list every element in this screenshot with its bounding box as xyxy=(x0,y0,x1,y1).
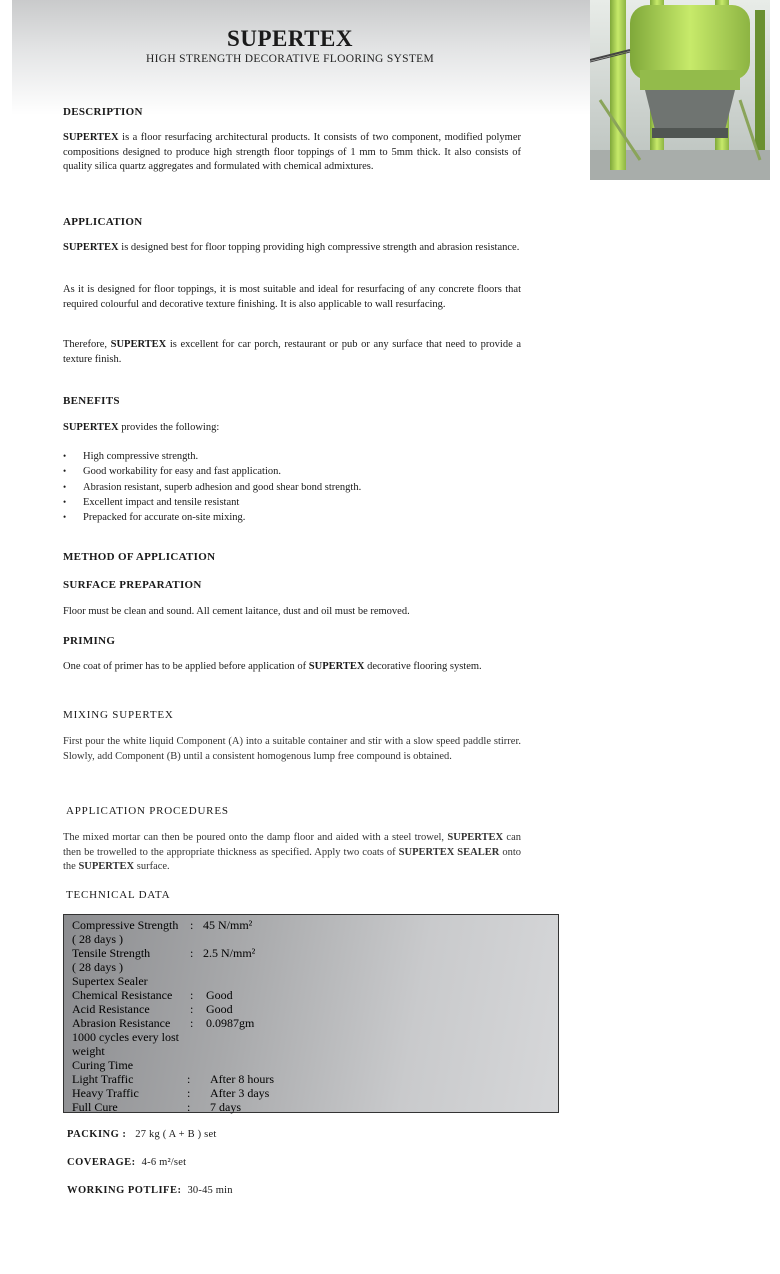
packing-value: 27 kg ( A + B ) set xyxy=(135,1129,217,1140)
table-row xyxy=(72,1044,552,1058)
table-row xyxy=(72,1086,552,1100)
table-cell-label: ( 28 days ) xyxy=(72,960,123,974)
table-cell-value: 2.5 N/mm² xyxy=(203,946,256,960)
proc-end: surface. xyxy=(134,861,170,872)
table-cell-label: 1000 cycles every lost xyxy=(72,1030,179,1044)
technical-data-table xyxy=(63,914,559,1113)
table-row xyxy=(72,1030,552,1044)
application-p1-body: is designed best for floor topping providing high compressive strength and abrasion resistance. xyxy=(118,242,520,253)
brand-name: SUPERTEX xyxy=(63,132,119,143)
benefits-heading: BENEFITS xyxy=(63,395,120,407)
table-cell-value: 45 N/mm² xyxy=(203,918,253,932)
list-item: • Abrasion resistant, superb adhesion and good shear bond strength. xyxy=(63,480,523,495)
application-paragraph-3 xyxy=(63,338,521,367)
table-row xyxy=(72,974,552,988)
table-cell-colon: : xyxy=(190,1016,194,1030)
table-cell-label: Light Traffic xyxy=(72,1072,134,1086)
benefits-intro-body: provides the following: xyxy=(118,422,220,433)
table-row xyxy=(72,1072,552,1086)
table-cell-colon: : xyxy=(187,1072,191,1086)
table-cell-colon: : xyxy=(190,946,194,960)
table-cell-label: Acid Resistance xyxy=(72,1002,150,1016)
table-cell-label: Chemical Resistance xyxy=(72,988,173,1002)
potlife-line xyxy=(67,1185,233,1196)
coverage-line xyxy=(67,1157,186,1168)
mixing-heading: MIXING SUPERTEX xyxy=(63,709,174,721)
proc-mid2: onto the xyxy=(63,846,521,872)
brand-name: SUPERTEX xyxy=(308,661,365,672)
table-row xyxy=(72,1016,552,1030)
table-cell-label: ( 28 days ) xyxy=(72,932,123,946)
table-cell-value: After 3 days xyxy=(210,1086,270,1100)
table-row xyxy=(72,1002,552,1016)
coverage-label: COVERAGE: xyxy=(67,1157,136,1168)
application-heading: APPLICATION xyxy=(63,216,143,228)
table-row xyxy=(72,1100,552,1114)
surface-preparation-text: Floor must be clean and sound. All cement laitance, dust and oil must be removed. xyxy=(63,606,410,617)
table-cell-colon: : xyxy=(187,1100,191,1114)
surface-preparation-heading: SURFACE PREPARATION xyxy=(63,579,202,591)
brand-name: SUPERTEX xyxy=(447,832,504,843)
brand-name: SUPERTEX xyxy=(63,422,119,433)
table-cell-label: Heavy Traffic xyxy=(72,1086,139,1100)
packing-label: PACKING : xyxy=(67,1129,127,1140)
application-p3-body: is excellent for car porch, restaurant or pub or any surface that need to provide a texture finish. xyxy=(63,339,521,365)
table-cell-label: Tensile Strength xyxy=(72,946,151,960)
priming-post: decorative flooring system. xyxy=(364,661,482,672)
coverage-value: 4-6 m²/set xyxy=(141,1157,187,1168)
table-cell-value: Good xyxy=(206,988,233,1002)
table-cell-label: Full Cure xyxy=(72,1100,118,1114)
table-cell-colon: : xyxy=(187,1086,191,1100)
priming-text xyxy=(63,660,521,675)
brand-name: SUPERTEX xyxy=(110,339,167,350)
proc-mid: can then be trowelled to the appropriate thickness as specified. Apply two coats of xyxy=(63,832,521,858)
table-cell-colon: : xyxy=(190,988,194,1002)
table-row xyxy=(72,988,552,1002)
table-cell-value: 0.0987gm xyxy=(206,1016,255,1030)
technical-data-heading: TECHNICAL DATA xyxy=(66,889,171,901)
description-heading: DESCRIPTION xyxy=(63,106,143,118)
table-cell-colon: : xyxy=(190,918,194,932)
list-item: • Prepacked for accurate on-site mixing. xyxy=(63,510,523,525)
table-row xyxy=(72,946,552,960)
application-procedures-heading: APPLICATION PROCEDURES xyxy=(66,805,229,817)
page-title: SUPERTEX xyxy=(227,26,353,51)
list-item: • Excellent impact and tensile resistant xyxy=(63,495,523,510)
application-p3-pre: Therefore, xyxy=(63,339,111,350)
table-cell-label: Curing Time xyxy=(72,1058,134,1072)
application-paragraph-1 xyxy=(63,241,521,256)
benefits-intro xyxy=(63,421,521,436)
application-paragraph-2: As it is designed for floor toppings, it is most suitable and ideal for resurfacing of any concrete floors that required colourful and decorative texture finishing. It is also applicable to wall resurfacing. xyxy=(63,284,521,310)
list-item: • High compressive strength. xyxy=(63,449,523,464)
table-cell-label: Abrasion Resistance xyxy=(72,1016,171,1030)
brand-name: SUPERTEX xyxy=(78,861,135,872)
list-item: • Good workability for easy and fast application. xyxy=(63,464,523,479)
product-photo xyxy=(590,0,770,180)
table-cell-value: 7 days xyxy=(210,1100,241,1114)
description-body: is a floor resurfacing architectural products. It consists of two component, modified polymer compositions designed to produce high strength floor toppings of 1 mm to 5mm thick. It also consists of quality silica quartz aggregates and formulated with chemical admixtures. xyxy=(63,132,521,172)
table-row xyxy=(72,1058,552,1072)
page-subtitle: HIGH STRENGTH DECORATIVE FLOORING SYSTEM xyxy=(146,53,434,65)
table-row xyxy=(72,960,552,974)
brand-name: SUPERTEX xyxy=(63,242,119,253)
table-row xyxy=(72,932,552,946)
benefits-list xyxy=(63,449,523,525)
table-cell-value: After 8 hours xyxy=(210,1072,274,1086)
priming-pre: One coat of primer has to be applied before application of xyxy=(63,661,309,672)
packing-line xyxy=(67,1129,216,1140)
application-procedures-text xyxy=(63,831,521,875)
table-row xyxy=(72,918,552,932)
table-cell-value: Good xyxy=(206,1002,233,1016)
table-cell-label: Supertex Sealer xyxy=(72,974,148,988)
description-text xyxy=(63,131,521,175)
table-cell-label: Compressive Strength xyxy=(72,918,179,932)
mixing-text: First pour the white liquid Component (A) into a suitable container and stir with a slow speed paddle stirrer. Slowly, add Component (B) until a consistent homogenous lump free compound is obtained. xyxy=(63,736,521,762)
priming-heading: PRIMING xyxy=(63,635,116,647)
method-heading: METHOD OF APPLICATION xyxy=(63,551,216,563)
potlife-value: 30-45 min xyxy=(187,1185,233,1196)
brand-name: SUPERTEX SEALER xyxy=(398,846,500,858)
potlife-label: WORKING POTLIFE: xyxy=(67,1185,182,1196)
table-cell-colon: : xyxy=(190,1002,194,1016)
proc-pre: The mixed mortar can then be poured onto the damp floor and aided with a steel trowel, xyxy=(63,832,448,843)
table-cell-label: weight xyxy=(72,1044,105,1058)
